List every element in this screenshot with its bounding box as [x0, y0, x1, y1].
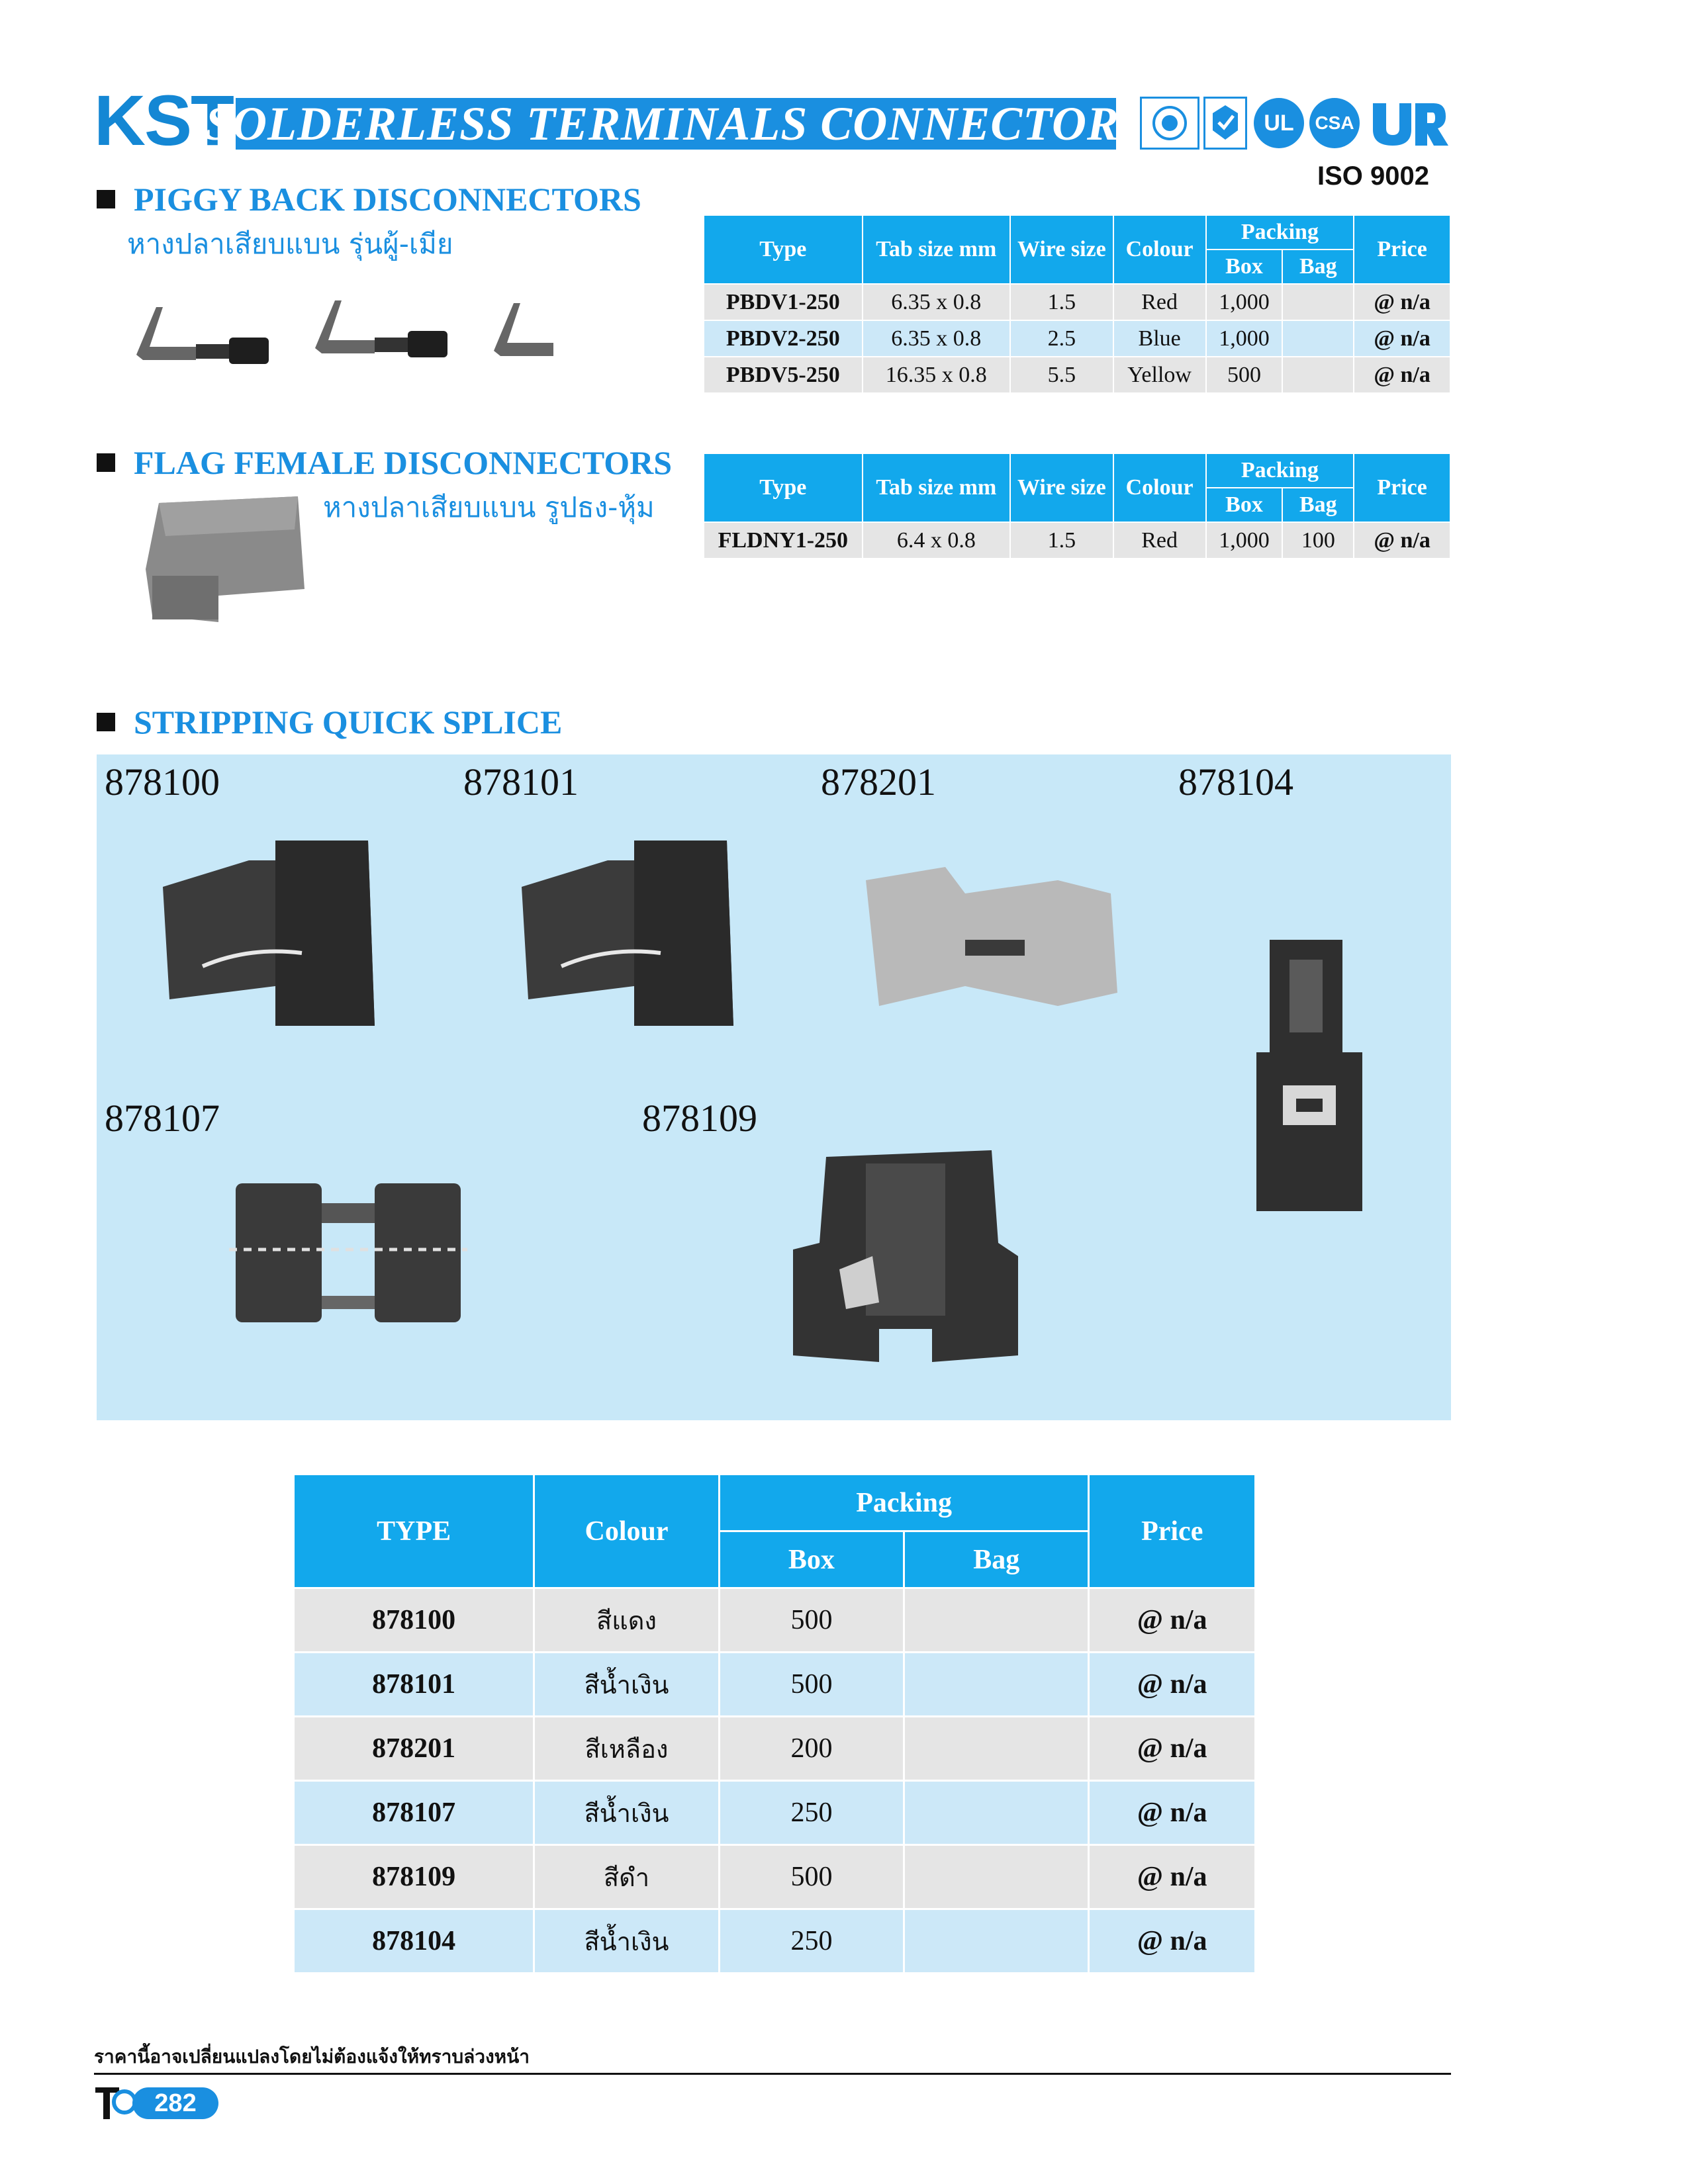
splice-cell-878101: 878101 [455, 754, 810, 1088]
col-price: Price [1354, 453, 1450, 522]
col-type: Type [704, 215, 863, 284]
col-wire-size: Wire size [1010, 453, 1113, 522]
piggy-back-product-images [130, 291, 553, 377]
flag-female-thai-title: หางปลาเสียบแบน รูปธง-หุ้ม [323, 491, 655, 523]
col-tab-size: Tab size mm [863, 215, 1010, 284]
splice-878107-image [229, 1170, 467, 1336]
splice-cell-878201: 878201 [813, 754, 1168, 1088]
table-row: 878109 สีดำ 500 @ n/a [294, 1845, 1256, 1909]
section-bullet-icon [97, 713, 115, 731]
col-wire-size: Wire size [1010, 215, 1113, 284]
col-colour: Colour [1113, 215, 1206, 284]
ur-recognized-mark-icon [1365, 97, 1451, 150]
table-row: PBDV1-250 6.35 x 0.8 1.5 Red 1,000 @ n/a [704, 284, 1450, 320]
splice-cell-878109: 878109 [634, 1091, 1168, 1420]
col-bag: Bag [904, 1531, 1089, 1588]
table-row: 878107 สีน้ำเงิน 250 @ n/a [294, 1781, 1256, 1845]
tisi-mark-icon [1140, 97, 1199, 150]
col-price: Price [1354, 215, 1450, 284]
iso-certification: ISO 9002 [1317, 161, 1430, 191]
piggy-back-image-2 [315, 300, 447, 357]
table-row: 878104 สีน้ำเงิน 250 @ n/a [294, 1909, 1256, 1974]
piggy-back-table [703, 214, 1451, 394]
splice-cell-878100: 878100 [97, 754, 453, 1088]
price-disclaimer: ราคานี้อาจเปลี่ยนแปลงโดยไม่ต้องแจ้งให้ทราบล่วงหน้า [94, 2046, 530, 2068]
table-row: PBDV5-250 16.35 x 0.8 5.5 Yellow 500 @ n/a [704, 357, 1450, 393]
col-colour: Colour [1113, 453, 1206, 522]
col-bag: Bag [1282, 488, 1354, 522]
splice-cell-878104: 878104 [1170, 754, 1451, 1420]
col-bag: Bag [1282, 250, 1354, 284]
col-box: Box [1206, 488, 1283, 522]
splice-878104-image [1243, 933, 1376, 1224]
splice-878100-image [150, 827, 401, 1039]
col-box: Box [1206, 250, 1283, 284]
quick-splice-table [293, 1473, 1256, 1974]
flag-female-product-image [139, 490, 324, 629]
splice-878101-image [508, 827, 760, 1039]
piggy-back-image-3 [494, 303, 553, 361]
table-row: PBDV2-250 6.35 x 0.8 2.5 Blue 1,000 @ n/a [704, 320, 1450, 357]
col-packing: Packing [1206, 215, 1354, 250]
piggy-back-thai-title: หางปลาเสียบแบน รุ่นผู้-เมีย [127, 228, 453, 260]
flag-female-heading: FLAG FEMALE DISCONNECTORS [97, 446, 672, 479]
page-title-bar [205, 97, 1147, 150]
col-box: Box [719, 1531, 904, 1588]
col-packing: Packing [719, 1475, 1089, 1531]
splice-878201-image [859, 854, 1124, 1026]
col-colour: Colour [534, 1475, 720, 1588]
section-bullet-icon [97, 190, 115, 208]
col-type: Type [704, 453, 863, 522]
flag-female-table [703, 453, 1451, 559]
brand-logo: KST [94, 80, 233, 160]
quality-mark-icon [1203, 97, 1247, 150]
splice-878109-image [780, 1137, 1031, 1375]
piggy-back-heading: PIGGY BACK DISCONNECTORS [97, 183, 641, 216]
col-price: Price [1089, 1475, 1256, 1588]
page-number: 282 [132, 2087, 218, 2119]
table-row: FLDNY1-250 6.4 x 0.8 1.5 Red 1,000 100 @ n/a [704, 522, 1450, 559]
piggy-back-image-1 [136, 307, 269, 364]
table-row: 878101 สีน้ำเงิน 500 @ n/a [294, 1653, 1256, 1717]
table-row: 878201 สีเหลือง 200 @ n/a [294, 1717, 1256, 1781]
page-title: SOLDERLESS TERMINALS CONNECTORS [205, 97, 1147, 150]
quick-splice-gallery [97, 754, 1451, 1420]
col-packing: Packing [1206, 453, 1354, 488]
footer-divider [94, 2073, 1451, 2075]
splice-cell-878107: 878107 [97, 1091, 632, 1420]
col-tab-size: Tab size mm [863, 453, 1010, 522]
section-bullet-icon [97, 453, 115, 472]
col-type: TYPE [294, 1475, 534, 1588]
quick-splice-heading: STRIPPING QUICK SPLICE [97, 705, 562, 739]
table-row: 878100 สีแดง 500 @ n/a [294, 1588, 1256, 1653]
csa-mark-icon: CSA [1308, 97, 1361, 150]
ul-mark-icon: UL [1252, 97, 1305, 150]
